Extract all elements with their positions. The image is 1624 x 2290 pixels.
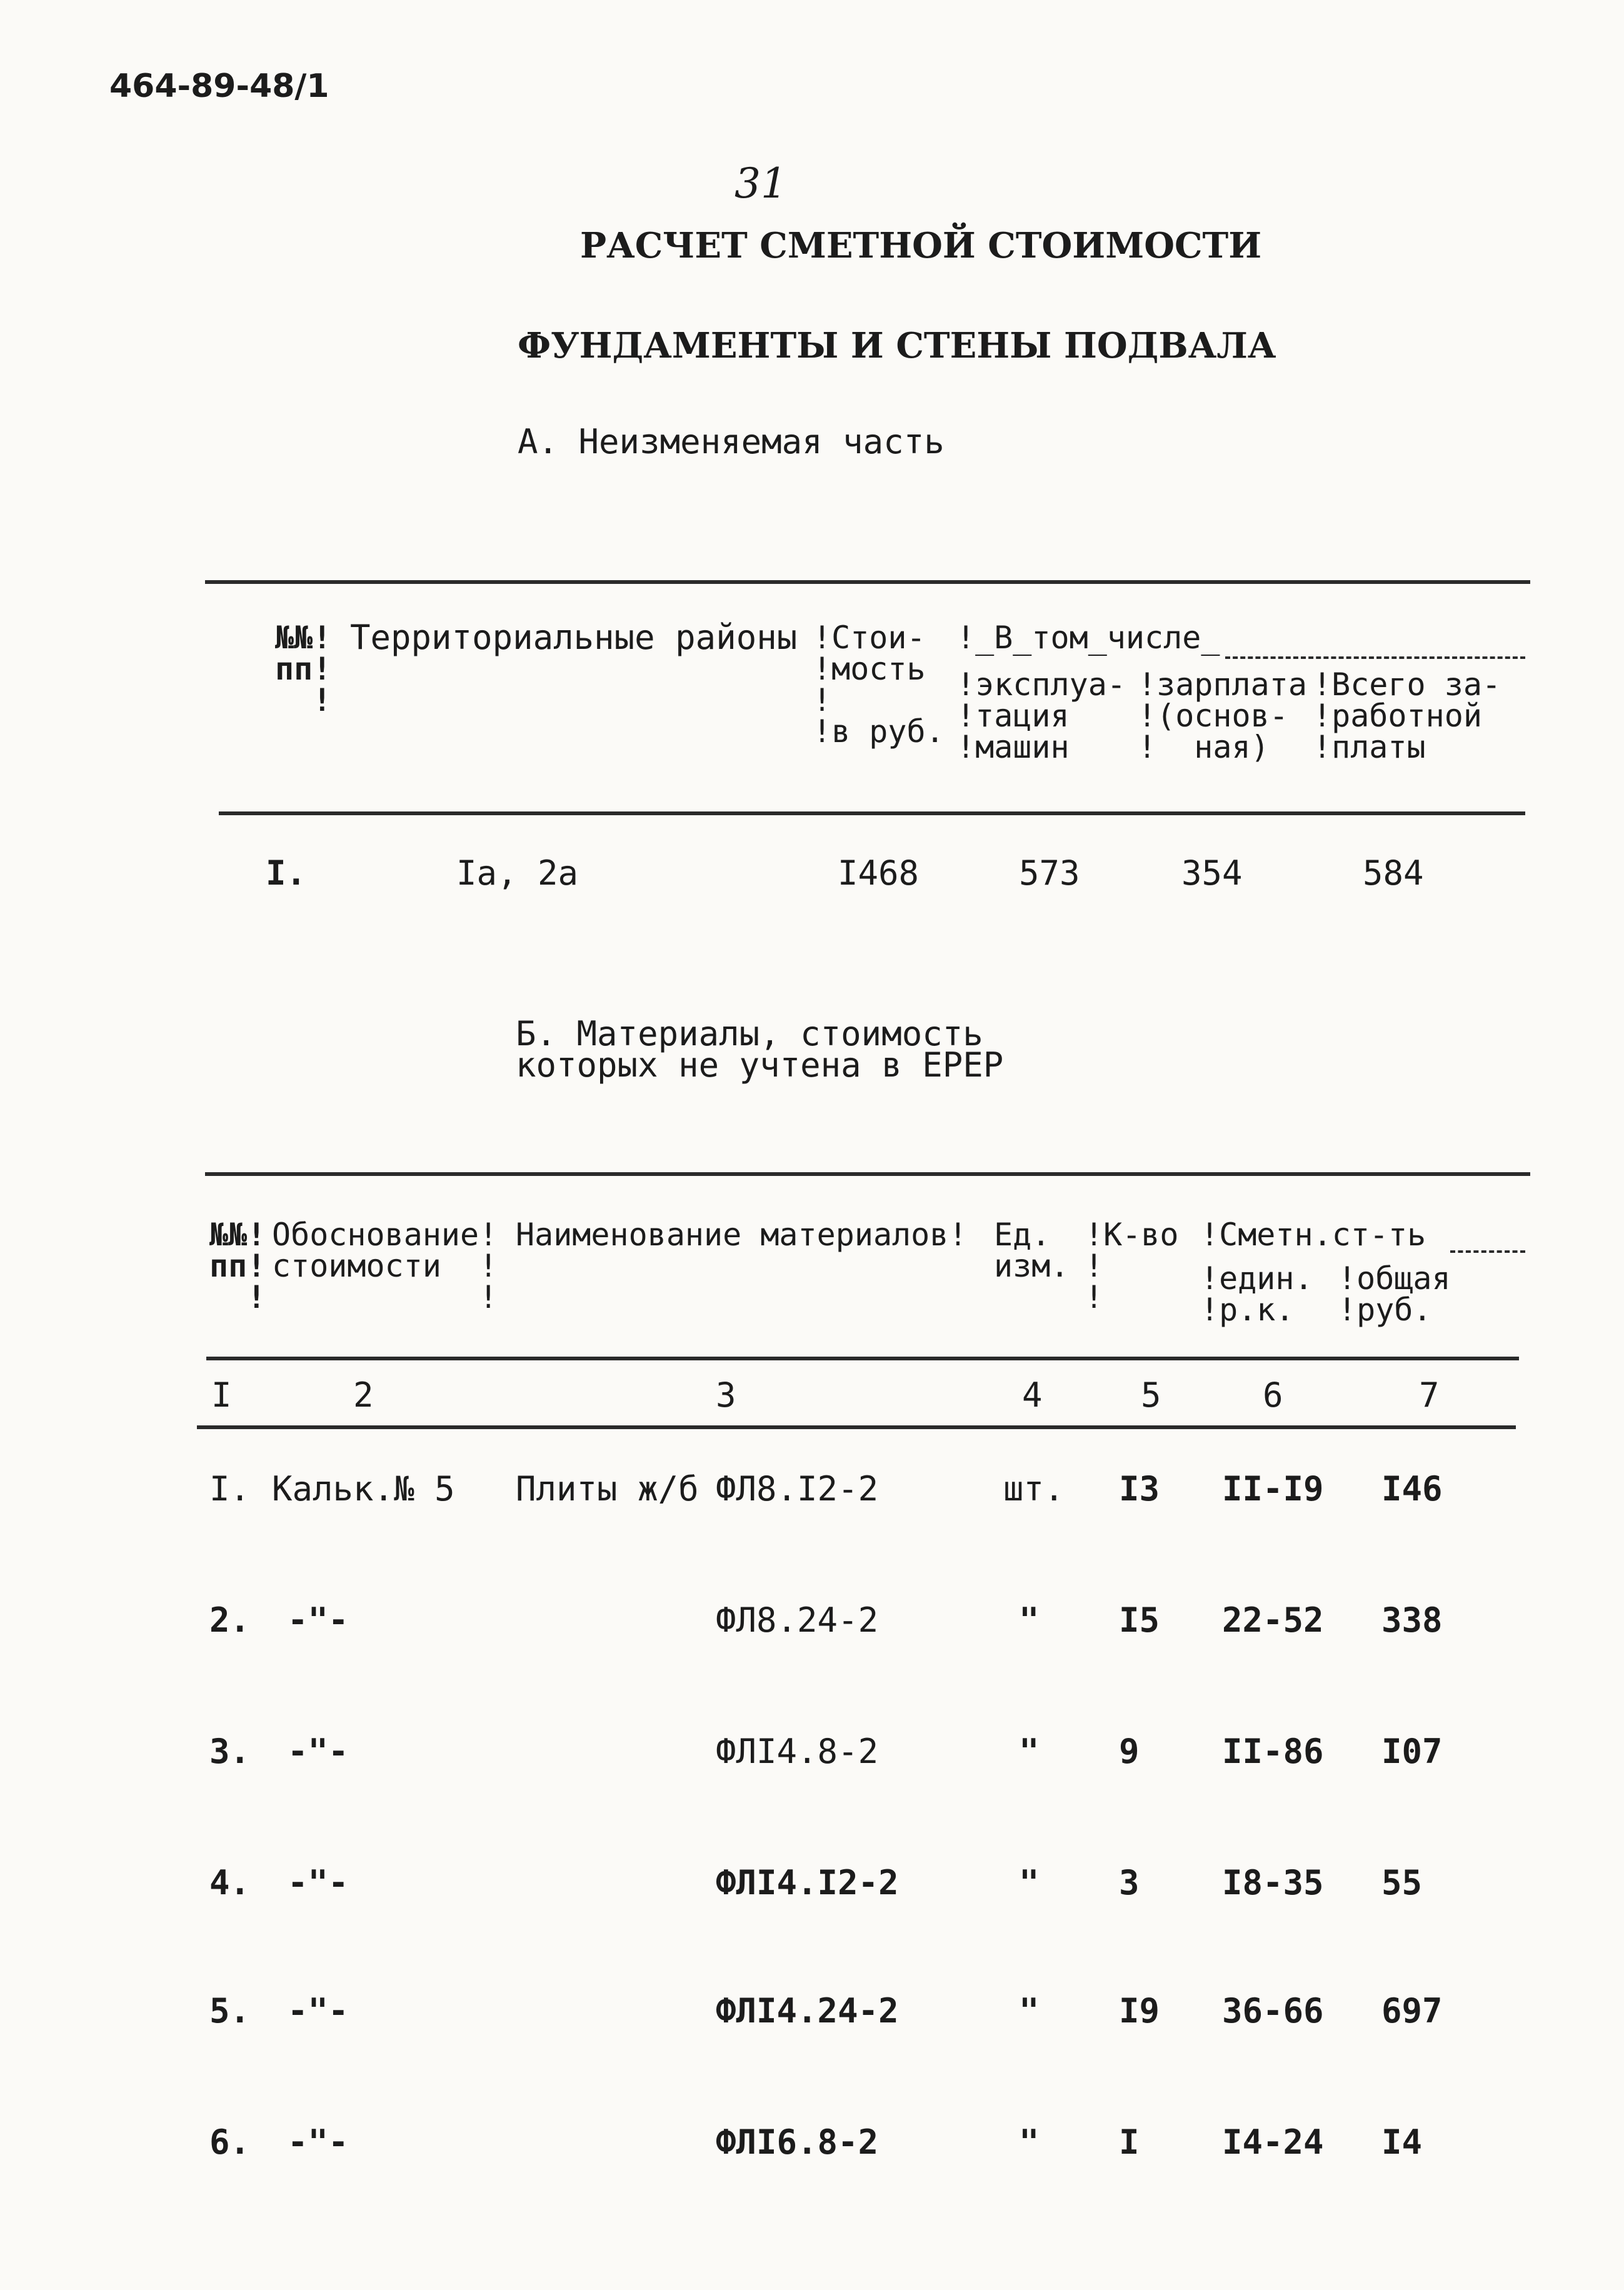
section-b-heading-line2: которых не учтена в ЕРЕР [516,1045,1004,1085]
section-b-colnum-rule [197,1425,1516,1429]
row-basis: -"- [288,2122,349,2162]
row-material: ФЛ8.I2-2 [716,1469,879,1509]
row-qty: I5 [1119,1600,1160,1640]
section-a-header-region: Территориальные районы [350,618,798,657]
row-total: 338 [1381,1600,1443,1640]
section-b-header-no: №№! пп! ! [209,1217,266,1315]
section-a-header-rule [219,811,1525,815]
row-qty: I9 [1119,1991,1160,2031]
column-number: 6 [1263,1375,1283,1415]
row-material: ФЛI4.24-2 [716,1991,899,2031]
row-material: ФЛI4.8-2 [716,1732,879,1771]
row-unit-cost: II-I9 [1222,1469,1324,1509]
column-number: 2 [353,1375,374,1415]
row-basis: Кальк.№ 5 [272,1469,455,1509]
section-a-header-total-wage: !Всего за- !работной !платы [1313,666,1501,765]
section-a-header-cost: !Стои- !мость ! !в руб. [813,620,945,750]
column-number: 5 [1141,1375,1161,1415]
row-basis: -"- [288,1863,349,1902]
section-a-heading: А. Неизменяемая часть [518,422,945,461]
row-unit: " [1019,1732,1040,1771]
row-number: 6. [209,2122,251,2162]
section-a-header-machines: !эксплуа- !тация !машин [956,666,1126,765]
section-b-header-group: !Сметн.ст-ть [1200,1217,1426,1253]
section-b-header-material: Наименование материалов! [516,1217,968,1253]
row-material: ФЛ8.24-2 [716,1600,879,1640]
row-total: I07 [1381,1732,1443,1771]
section-b-header-qty: !К-во ! ! [1085,1217,1179,1315]
row-unit-cost: I4-24 [1222,2122,1324,2162]
row-qty: I [1119,2122,1140,2162]
row-number: 4. [209,1863,251,1902]
row-salary: 354 [1181,853,1243,893]
row-unit: " [1019,1863,1040,1902]
row-material: ФЛI6.8-2 [716,2122,879,2162]
row-number: I. [266,853,307,893]
section-b-header-basis: Обоснование! стоимости ! ! [272,1217,498,1315]
row-total: I4 [1381,2122,1423,2162]
column-number: 4 [1022,1375,1043,1415]
doc-number: 464-89-48/1 [109,68,329,105]
row-qty: 3 [1119,1863,1140,1902]
row-basis: -"- [288,1732,349,1771]
section-a-group-dash [1225,656,1525,659]
row-qty: 9 [1119,1732,1140,1771]
row-unit: " [1019,1991,1040,2031]
row-unit-cost: 22-52 [1222,1600,1324,1640]
row-basis: -"- [288,1991,349,2031]
section-b-top-rule [205,1172,1530,1176]
row-qty: I3 [1119,1469,1160,1509]
row-cost: I468 [838,853,920,893]
section-a-header-group: !_В_том_числе_ [956,620,1220,656]
column-number: I [211,1375,232,1415]
row-number: 2. [209,1600,251,1640]
section-b-header-unit-cost: !един. !р.к. [1200,1260,1313,1328]
row-total: 697 [1381,1991,1443,2031]
section-b-heading-line1: Б. Материалы, стоимость [516,1014,983,1053]
section-b-header-unit: Ед. изм. [994,1217,1070,1284]
section-a-top-rule [205,580,1530,584]
row-unit-cost: 36-66 [1222,1991,1324,2031]
column-number: 3 [716,1375,736,1415]
column-number: 7 [1419,1375,1440,1415]
row-unit-cost: I8-35 [1222,1863,1324,1902]
section-b-header-rule [206,1357,1519,1360]
page-number: 31 [734,159,787,208]
row-unit-cost: II-86 [1222,1732,1324,1771]
row-total: 55 [1381,1863,1423,1902]
row-number: 5. [209,1991,251,2031]
row-material: ФЛI4.I2-2 [716,1863,899,1902]
page-title: РАСЧЕТ СМЕТНОЙ СТОИМОСТИ [580,225,1262,266]
section-a-header-no: №№! пп! ! [275,620,332,718]
row-number: 3. [209,1732,251,1771]
row-group-name: Плиты ж/б [516,1469,699,1509]
row-unit: шт. [1003,1469,1065,1509]
row-number: I. [209,1469,251,1509]
section-b-group-dash [1450,1250,1525,1253]
row-basis: -"- [288,1600,349,1640]
row-machines: 573 [1019,853,1080,893]
row-region: Iа, 2а [456,853,579,893]
section-b-header-total: !общая !руб. [1338,1260,1451,1328]
row-total-wage: 584 [1363,853,1424,893]
page-subtitle: ФУНДАМЕНТЫ И СТЕНЫ ПОДВАЛА [518,325,1276,366]
row-unit: " [1019,1600,1040,1640]
section-a-header-salary: !зарплата !(основ- ! ная) [1138,666,1307,765]
row-total: I46 [1381,1469,1443,1509]
row-unit: " [1019,2122,1040,2162]
